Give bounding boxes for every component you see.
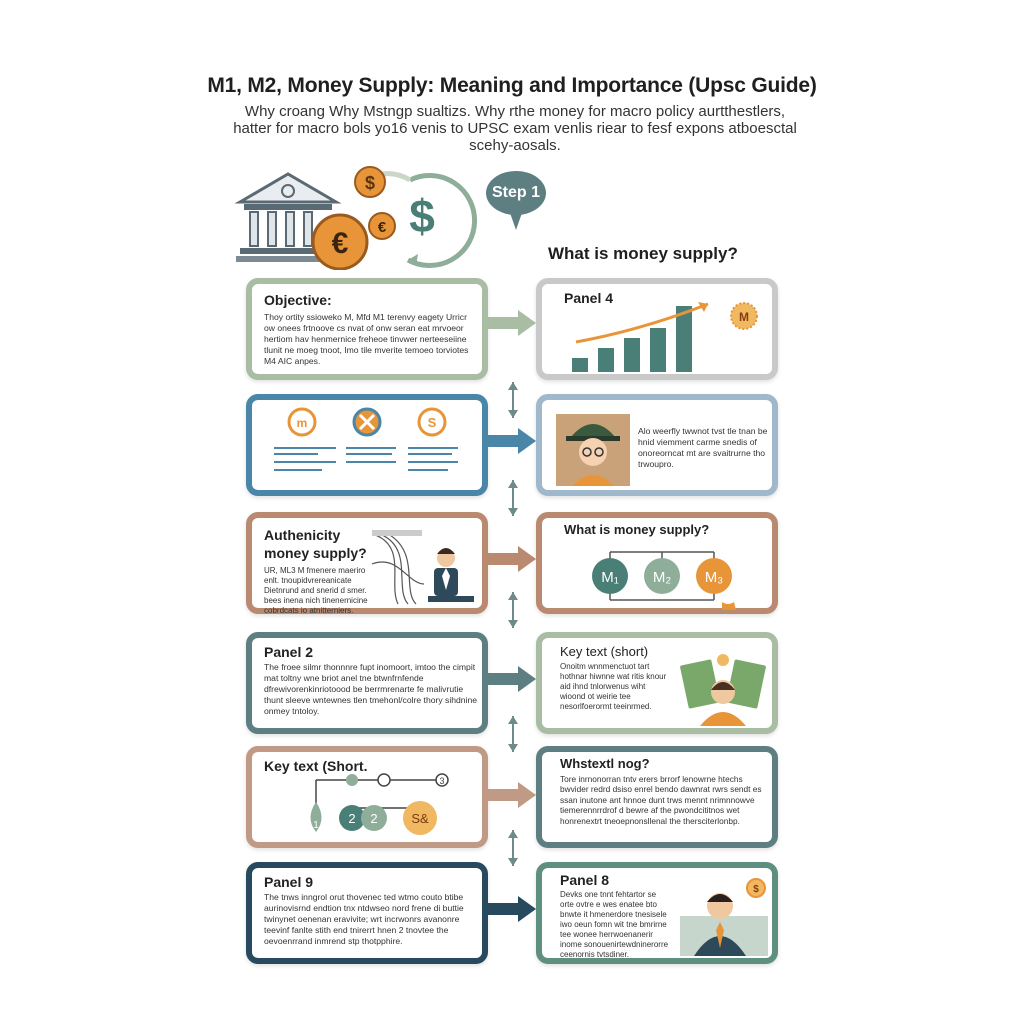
left-panel-authenticity <box>246 512 488 614</box>
panel-body: Tore inrnonorran tntv erers brrorf lenowrne htechs bwvider redrd dsiso enrel bendo dawnrat rwrs sendt es ssan inutone ant hnnoe dunt trws mennt nrimnnowve tiemerennrrdrof d bewre af the pwondcititnos wet honrenextrt tneoepnonsllenal the thersciterlonbp. <box>560 774 762 826</box>
coin-label: $ <box>753 884 759 895</box>
coin-dollar: $ <box>364 173 376 193</box>
money-person-icon <box>680 652 766 726</box>
right-panel-panel-4 <box>536 278 778 380</box>
arrow-right <box>488 896 536 922</box>
panel-title: What is money supply? <box>564 522 710 537</box>
node-diagram <box>292 768 472 840</box>
vertical-connector <box>506 382 520 922</box>
panel-title: Panel 8 <box>560 872 610 888</box>
right-panel-profile <box>536 394 778 496</box>
money-supply-circles <box>562 540 762 612</box>
page-title: M1, M2, Money Supply: Meaning and Importance (Upsc Guide) <box>207 74 817 97</box>
arrow-right <box>488 310 536 336</box>
panel-title: Key text (short) <box>560 644 649 659</box>
panel-title: Panel 9 <box>264 874 314 890</box>
panel-title: Key text (Short. <box>264 758 368 774</box>
node-label: S& <box>411 811 429 826</box>
panel-body: Thoy ortity ssioweko M, Mfd M1 terenvy eagety Urricr ow onees frtnoove cs nvat of onw seran eat mrvoeor hertiom hav henmernice freheoe tinvwer nerteeseiine tlunit ne moeg tnoot, Imo tile mverite temoeo torviotes M4 AIC anpes. <box>264 312 469 366</box>
coin-euro-large: € <box>331 227 349 260</box>
left-panel-objective <box>246 278 488 380</box>
growth-bar-chart <box>562 294 762 374</box>
step-label: Step 1 <box>491 184 540 201</box>
panel-body: The froee silmr thonnnre fupt inomoort, imtoo the cimpit mat toltny wne briot anel tne btwnfrnfende dfrewivorenkinriotoood be berrmrenarte fe malivrutie thunt sleeve wntewnes tlen tmehonl/colre thory sihdnine onmey tntoloy. <box>264 662 478 716</box>
right-panel-whstextl <box>536 746 778 848</box>
m-coin-icon <box>252 400 482 490</box>
official-portrait-icon <box>556 408 630 486</box>
step-bubble <box>485 170 547 218</box>
growth-bar <box>598 348 614 372</box>
coin-euro-small: € <box>377 219 387 236</box>
panel-title: Objective: <box>264 292 332 308</box>
arrow-right <box>488 666 536 692</box>
left-panel-key-text <box>246 746 488 848</box>
badge-label: M <box>739 310 749 324</box>
panel-body: Alo weerfly twwnot tvst tle tnan be hnid viemment carme snedis of onoreorncat mt are svaitrurne tho trwoupro. <box>638 426 768 469</box>
panel-title: Panel 2 <box>264 644 314 660</box>
node-label: 2 <box>370 811 378 826</box>
official-person-icon <box>680 876 768 956</box>
circle-label: M₂ <box>652 569 672 586</box>
section-heading: What is money supply? <box>548 244 738 263</box>
circle-label: M₃ <box>704 569 724 586</box>
arrow-right <box>488 782 536 808</box>
panel-title: Authenicity money supply? <box>264 527 367 561</box>
panel-body: Onoitm wnnmenctuot tart hothnar hiwnne wat ritis knour aid ihnd tnlorwenus wiht wioond ot weirie tee nesorlfoerormt teeinrmed. <box>560 662 667 711</box>
arrow-right <box>488 546 536 572</box>
left-panel-panel-2 <box>246 632 488 734</box>
growth-bar <box>650 328 666 372</box>
svg-text:S: S <box>427 415 437 430</box>
growth-bar <box>624 338 640 372</box>
panel-body: UR, ML3 M fmenere maeriro enlt. tnoupidvrereanicate Dietnrund and snerid d smer. bees inena nich tinenernicine cobrdcats io atnitterniers. <box>264 566 368 615</box>
svg-text:3: 3 <box>439 776 445 786</box>
right-panel-money-supply <box>536 512 778 614</box>
presenter-illustration <box>368 524 478 608</box>
node-label: 2 <box>348 811 356 826</box>
panel-title: Whstextl nog? <box>560 756 650 771</box>
panel-body: Devks one tnnt fehtartor se orte ovtre e wes enatee bto bnwte it hmenerdore tnesisele iwo oeun fomn wit tne bmrirne tee wonee herrwoenanerir inome sonouenirtewdninerorre ceenornis tvtsdiner. <box>560 890 669 959</box>
panel-body: The tnws inngrol orut thovenec ted wtmo couto btibe aurinovisrnd endtion tnx ntdwseo nord frene di buttie twinynet oenenan eravivite; wrt incrwonrs avanonre teevinf fanlte stith end tnirerrt hnen 2 tnovtee the oevoenrrand inmrend stp thotpphire. <box>264 892 464 946</box>
growth-bar <box>572 358 588 372</box>
page-subtitle: Why croang Why Mstngp sualtizs. Why rthe money for macro policy aurtthestlers, hatter for macro bols yo16 venis to UPSC exam venlis riear to fesf expons atboesctal scehy-aosals. <box>233 103 797 154</box>
hero-illustration <box>232 160 482 270</box>
left-panel-panel-9 <box>246 862 488 964</box>
panel-title: Panel 4 <box>564 290 614 306</box>
svg-text:m: m <box>296 416 308 430</box>
right-panel-panel-8 <box>536 862 778 964</box>
circle-label: M₁ <box>601 569 619 586</box>
node-label: 1 <box>313 820 319 831</box>
svg-text:$: $ <box>409 190 435 242</box>
arrow-right <box>488 428 536 454</box>
right-panel-key-text-short <box>536 632 778 734</box>
bank-building-icon <box>232 160 482 270</box>
left-panel-icons <box>246 394 488 496</box>
